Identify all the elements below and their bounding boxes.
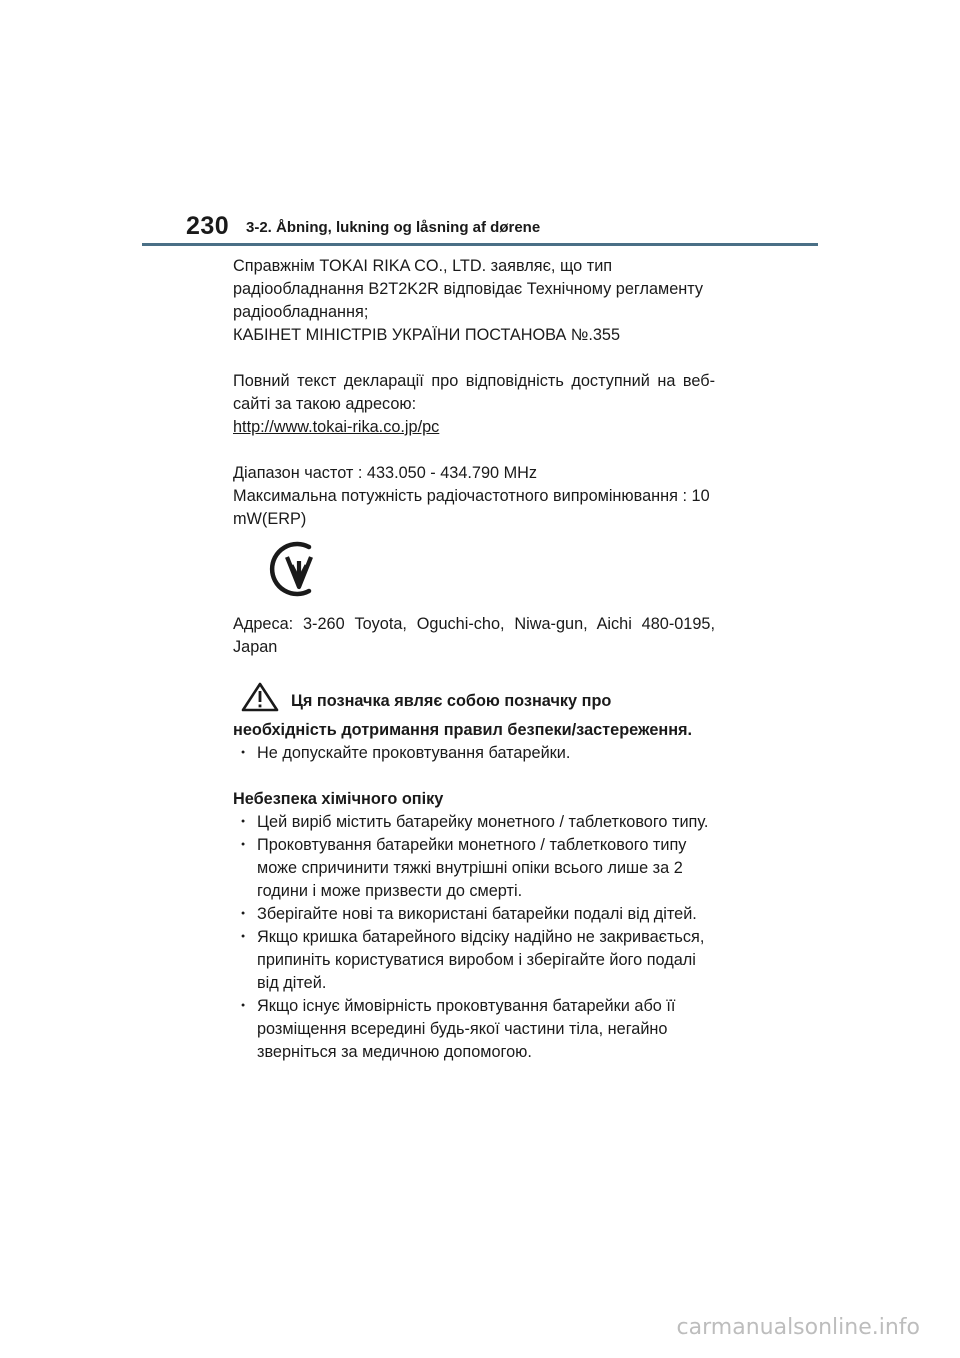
list-item-text: Зберігайте нові та використані батарейки подалі від дітей. [257,905,697,923]
page-content [233,255,715,1064]
address-block [233,613,715,659]
bullet-mark: ･ [239,928,248,946]
ukrainian-conformity-mark-icon [259,533,715,605]
bullet-mark: ･ [239,905,248,923]
address: Адреса: 3-260 Toyota, Oguchi-cho, Niwa-gun, Aichi 480-0195, Japan [233,615,715,656]
declaration-line: радіообладнання; [233,303,369,321]
bullet-mark: ･ [239,744,248,762]
warning-item [233,742,715,765]
warning-block [233,682,715,765]
warning-triangle-icon [241,682,279,719]
chemical-burn-block [233,788,715,1064]
warning-heading [233,682,715,742]
bullet-mark: ･ [239,997,248,1015]
watermark: carmanualsonline.info [676,1315,920,1340]
section-title: 3-2. Åbning, lukning og låsning af dørene [246,219,541,236]
declaration-line: Справжнім TOKAI RIKA CO., LTD. заявляє, що тип [233,257,613,275]
page-header [0,0,960,250]
list-item-text: Цей виріб містить батарейку монетного / таблеткового типу. [257,813,709,831]
declaration-link[interactable]: http://www.tokai-rika.co.jp/pc [233,418,440,436]
list-item [233,926,715,995]
list-item [233,811,715,834]
frequency-range: Діапазон частот : 433.050 - 434.790 MHz [233,464,538,482]
list-item [233,834,715,903]
bullet-mark: ･ [239,836,248,854]
fulltext-paragraph: Повний текст декларації про відповідність доступний на веб-сайті за такою адресою: [233,372,715,413]
declaration-block [233,255,715,347]
fulltext-block [233,370,715,439]
declaration-line: КАБІНЕТ МІНІСТРІВ УКРАЇНИ ПОСТАНОВА №.355 [233,326,621,344]
header-divider [142,243,818,246]
max-power: Максимальна потужність радіочастотного випромінювання : 10 mW(ERP) [233,487,710,528]
list-item [233,903,715,926]
page-number: 230 [186,212,230,240]
list-item-text: Якщо існує ймовірність проковтування батарейки або її розміщення всередині будь-якої частини тіла, негайно зверніться за медичною допомогою. [257,997,676,1061]
warning-item-text: Не допускайте проковтування батарейки. [257,744,571,762]
chemical-burn-title: Небезпека хімічного опіку [233,790,444,808]
warning-heading-text: Ця позначка являє собою позначку про необхідність дотримання правил безпеки/застереження. [233,692,693,739]
specs-block [233,462,715,531]
list-item-text: Проковтування батарейки монетного / таблеткового типу може спричинити тяжкі внутрішні опіки всього лише за 2 години і може призвести до смерті. [257,836,687,900]
list-item [233,995,715,1064]
bullet-mark: ･ [239,813,248,831]
declaration-line: радіообладнання B2T2K2R відповідає Технічному регламенту [233,280,704,298]
list-item-text: Якщо кришка батарейного відсіку надійно не закривається, припиніть користуватися виробом і зберігайте його подалі від дітей. [257,928,705,992]
